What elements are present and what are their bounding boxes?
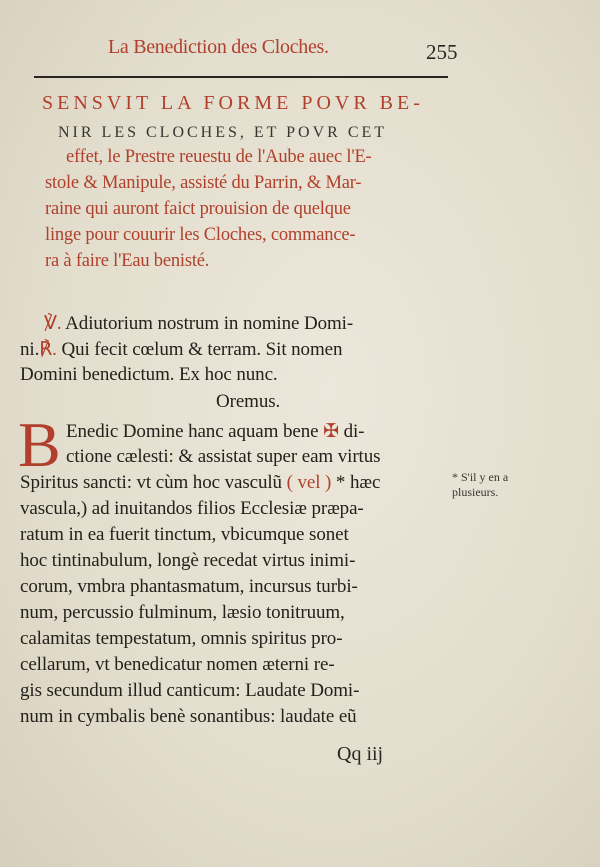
versicle-line-1 <box>44 312 353 335</box>
prayer-line: calamitas tempestatum, omnis spiritus pro- <box>20 628 343 649</box>
prayer-line <box>20 472 380 494</box>
versicle-text: ni. <box>20 339 40 360</box>
page-number: 255 <box>426 40 458 64</box>
rubric-line: effet, le Prestre reuestu de l'Aube auec l'E- <box>66 147 372 167</box>
drop-cap: B <box>18 409 61 480</box>
versicle-line-2 <box>20 338 342 361</box>
prayer-line: hoc tintinabulum, longè recedat virtus inimi- <box>20 550 356 571</box>
versicle-text: Adiutorium nostrum in nomine Domi- <box>65 313 354 334</box>
prayer-line: corum, vmbra phantasmatum, incursus turbi- <box>20 576 358 597</box>
prayer-line: num in cymbalis benè sonantibus: laudate eũ <box>20 706 357 727</box>
rubric-line: ra à faire l'Eau benisté. <box>45 251 210 271</box>
prayer-line: vascula,) ad inuitandos filios Ecclesiæ præpa- <box>20 498 364 519</box>
header-rule <box>34 76 448 78</box>
vel-rubric: ( vel ) <box>286 472 332 493</box>
prayer-text: Enedic Domine hanc aquam bene <box>66 421 319 442</box>
prayer-text: Spiritus sancti: vt cùm hoc vasculũ <box>20 472 282 493</box>
signature-mark: Qq iij <box>337 743 384 765</box>
versicle-line-3: Domini benedictum. Ex hoc nunc. <box>20 364 278 385</box>
prayer-line <box>66 420 364 443</box>
prayer-text: di- <box>343 421 365 442</box>
prayer-line: ratum in ea fuerit tinctum, vbicumque sonet <box>20 524 349 545</box>
prayer-text: * hæc <box>335 472 381 493</box>
rubric-line: linge pour couurir les Cloches, commance- <box>45 225 356 245</box>
prayer-line: gis secundum illud canticum: Laudate Domi- <box>20 680 360 701</box>
versicle-mark: ℣. <box>44 313 62 334</box>
heading-line-1: SENSVIT LA FORME POVR BE- <box>42 92 424 114</box>
prayer-line: cellarum, vt benedicatur nomen æterni re- <box>20 654 335 675</box>
prayer-line: num, percussio fulminum, læsio tonitruum, <box>20 602 345 623</box>
heading-line-2: NIR LES CLOCHES, ET POVR CET <box>58 124 388 141</box>
response-text: Qui fecit cœlum & terram. Sit nomen <box>61 339 343 360</box>
cross-symbol: ✠ <box>323 421 339 442</box>
margin-note: * S'il y en a plusieurs. <box>452 470 509 499</box>
oremus-label: Oremus. <box>216 391 281 412</box>
rubric-line: stole & Manipule, assisté du Parrin, & Mar- <box>45 173 362 193</box>
prayer-line: ctione cælesti: & assistat super eam virtus <box>66 446 381 467</box>
running-title: La Benediction des Cloches. <box>108 36 329 58</box>
rubric-line: raine qui auront faict prouision de quelque <box>45 199 351 219</box>
response-mark: ℟. <box>39 339 57 360</box>
